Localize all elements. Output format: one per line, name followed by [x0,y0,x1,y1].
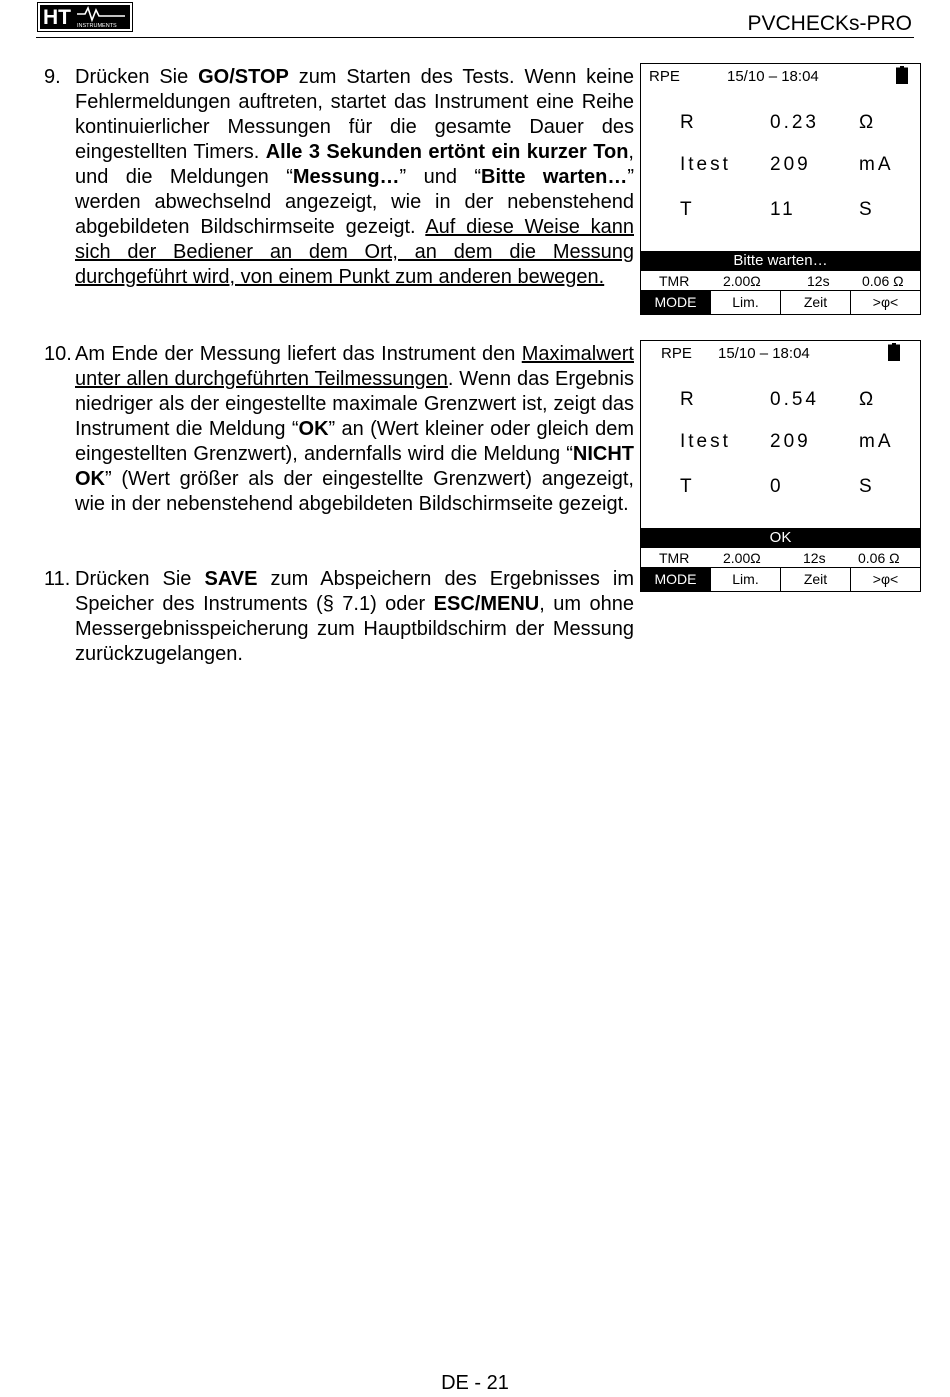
softkey-zeit[interactable]: Zeit [780,568,850,591]
step-text: Am Ende der Messung liefert das Instrument den Maximalwert unter allen durchgeführten Teilmessungen. Wenn das Ergebnis niedriger als der eingestellte maximale Grenzwert ist, zeigt das Instrument die Meldung “OK” an (Wert kleiner oder gleich dem eingestellten Grenzwert), andernfalls wird die Meldung “NICHT OK” (Wert größer als der eingestellte Grenzwert) angezeigt, wie in der nebenstehend abgebildeten Bildschirmseite gezeigt. [75,343,634,515]
header-divider [36,37,914,38]
screen-mode: RPE [649,68,680,85]
screen-header [641,64,920,88]
battery-icon [896,66,908,84]
lcd-screen-measuring: RPE 15/10 – 18:04 R 0.23 Ω Itest 209 mA T 11 S Bitte warten… TMR 2.00Ω 12s 0.06 Ω MODE Lim. Zeit >φ< [640,63,921,315]
settings-row: TMR 2.00Ω 12s 0.06 Ω [659,273,904,289]
battery-icon [888,343,900,361]
page-number: DE - 21 [441,1372,509,1394]
screen-mode: RPE [661,345,692,362]
softkey-zeit[interactable]: Zeit [780,291,850,314]
softkey-calibrate[interactable]: >φ< [850,568,920,591]
softkey-mode[interactable]: MODE [641,291,710,314]
screen-datetime: 15/10 – 18:04 [727,68,819,85]
step-number: 9. [44,66,61,88]
step-text: Drücken Sie SAVE zum Abspeichern des Ergebnisses im Speicher des Instruments (§ 7.1) oder ESC/MENU, um ohne Messergebnisspeicherung zum Hauptbildschirm der Messung zurückzugelangen. [75,568,634,665]
status-message-bar: OK [641,528,920,548]
softkey-calibrate[interactable]: >φ< [850,291,920,314]
status-message-bar: Bitte warten… [641,251,920,271]
ht-instruments-logo [37,2,133,32]
step-10 [44,342,634,517]
softkey-lim[interactable]: Lim. [710,291,780,314]
softkey-bar [641,290,920,314]
screen-header [641,341,920,365]
lcd-screen-result: RPE 15/10 – 18:04 R 0.54 Ω Itest 209 mA T 0 S OK TMR 2.00Ω 12s 0.06 Ω MODE Lim. Zeit >φ< [640,340,921,592]
step-9 [44,65,634,290]
softkey-lim[interactable]: Lim. [710,568,780,591]
softkey-bar [641,567,920,591]
step-number: 10. [44,343,72,365]
softkey-mode[interactable]: MODE [641,568,710,591]
step-11 [44,567,634,667]
settings-row: TMR 2.00Ω 12s 0.06 Ω [659,550,900,566]
svg-text:HT: HT [43,6,71,29]
screen-datetime: 15/10 – 18:04 [718,345,810,362]
step-text: Drücken Sie GO/STOP zum Starten des Tests. Wenn keine Fehlermeldungen auftreten, startet das Instrument eine Reihe kontinuierlicher Messungen für die gesamte Dauer des eingestellten Timers. Alle 3 Sekunden ertönt ein kurzer Ton, und die Meldungen “Messung…” und “Bitte warten…” werden abwechselnd angezeigt, wie in der nebenstehend abgebildeten Bildschirmseite gezeigt. Auf diese Weise kann sich der Bediener an dem Ort, an dem die Messung durchgeführt wird, von einem Punkt zum anderen bewegen. [75,66,634,288]
step-number: 11. [44,568,71,590]
document-title: PVCHECKs-PRO [747,12,912,35]
svg-text:INSTRUMENTS: INSTRUMENTS [77,23,117,29]
